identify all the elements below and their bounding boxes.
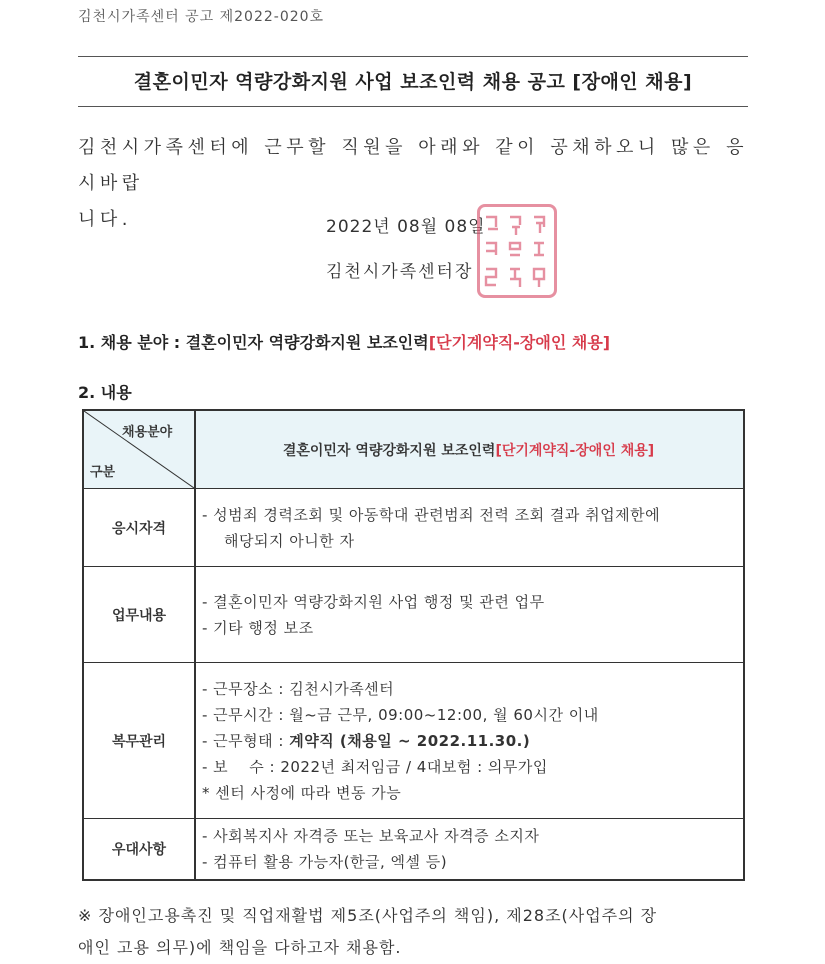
row-content-duties	[194, 567, 743, 662]
disability-employment-note	[78, 900, 748, 964]
row-label-qualification: 응시자격	[84, 489, 196, 566]
duties-line-2: - 기타 행정 보조	[202, 618, 314, 637]
duties-line-1: - 결혼이민자 역량강화지원 사업 행정 및 관련 업무	[202, 592, 545, 611]
section-1-label: 1. 채용 분야 : 결혼이민자 역량강화지원 보조인력	[78, 333, 429, 352]
table-header-row	[84, 411, 743, 489]
note-line-2: 애인 고용 의무)에 책임을 다하고자 채용함.	[78, 938, 402, 957]
table-row-preference	[84, 819, 743, 879]
header-corner-cell	[84, 411, 196, 488]
preference-line-1: - 사회복지사 자격증 또는 보육교사 자격증 소지자	[202, 827, 540, 845]
header-position-title: 결혼이민자 역량강화지원 보조인력	[282, 442, 496, 459]
row-label-duties: 업무내용	[84, 567, 196, 662]
service-note-line: * 센터 사정에 따라 변동 가능	[202, 783, 402, 802]
header-recruit-field-label: 채용분야	[122, 425, 173, 440]
row-content-preference	[194, 819, 743, 879]
notice-reference-number: 김천시가족센터 공고 제2022-020호	[78, 9, 325, 25]
service-location-line: - 근무장소 : 김천시가족센터	[202, 679, 395, 698]
note-line-1: ※ 장애인고용촉진 및 직업재활법 제5조(사업주의 책임), 제28조(사업주의 장	[78, 906, 658, 925]
row-label-preference: 우대사항	[84, 819, 196, 879]
intro-line-2: 니다.	[78, 209, 132, 230]
notice-date: 2022년 08월 08일	[326, 217, 486, 237]
service-hours-line: - 근무시간 : 월~금 근무, 09:00~12:00, 월 60시간 이내	[202, 705, 599, 724]
preference-line-2: - 컴퓨터 활용 가능자(한글, 엑셀 등)	[202, 853, 448, 871]
row-content-qualification	[194, 489, 743, 566]
section-2-heading: 2. 내용	[78, 383, 132, 402]
title-top-rule	[78, 56, 748, 57]
row-content-service-management	[194, 663, 743, 818]
official-seal-stamp	[477, 204, 557, 298]
service-pay-line: - 보 수 : 2022년 최저임금 / 4대보험 : 의무가입	[202, 757, 548, 776]
service-type-value: 계약직 (채용일 ~ 2022.11.30.)	[289, 731, 531, 750]
qualification-line-1: - 성범죄 경력조회 및 아동학대 관련범죄 전력 조회 결과 취업제한에	[202, 505, 661, 524]
table-row-duties	[84, 567, 743, 663]
section-1-heading	[78, 330, 610, 353]
recruitment-table	[82, 409, 745, 881]
qualification-line-2: 해당되지 아니한 자	[224, 531, 355, 550]
table-row-qualification	[84, 489, 743, 567]
service-type-label: - 근무형태 :	[202, 731, 290, 750]
issuing-organization: 김천시가족센터장	[326, 262, 474, 282]
seal-lettering	[480, 207, 554, 295]
header-category-label: 구분	[90, 465, 116, 480]
header-position-highlight: [단기계약직-장애인 채용]	[495, 442, 655, 459]
title-bottom-rule	[78, 106, 748, 107]
table-row-service-management	[84, 663, 743, 819]
service-type-line	[202, 728, 743, 754]
intro-line-1: 김천시가족센터에 근무할 직원을 아래와 같이 공채하오니 많은 응시바랍	[78, 137, 748, 194]
row-label-service-management: 복무관리	[84, 663, 196, 818]
section-1-highlight: [단기계약직-장애인 채용]	[428, 333, 611, 352]
notice-title: 결혼이민자 역량강화지원 사업 보조인력 채용 공고 [장애인 채용]	[133, 71, 693, 93]
header-position-cell	[194, 411, 743, 488]
